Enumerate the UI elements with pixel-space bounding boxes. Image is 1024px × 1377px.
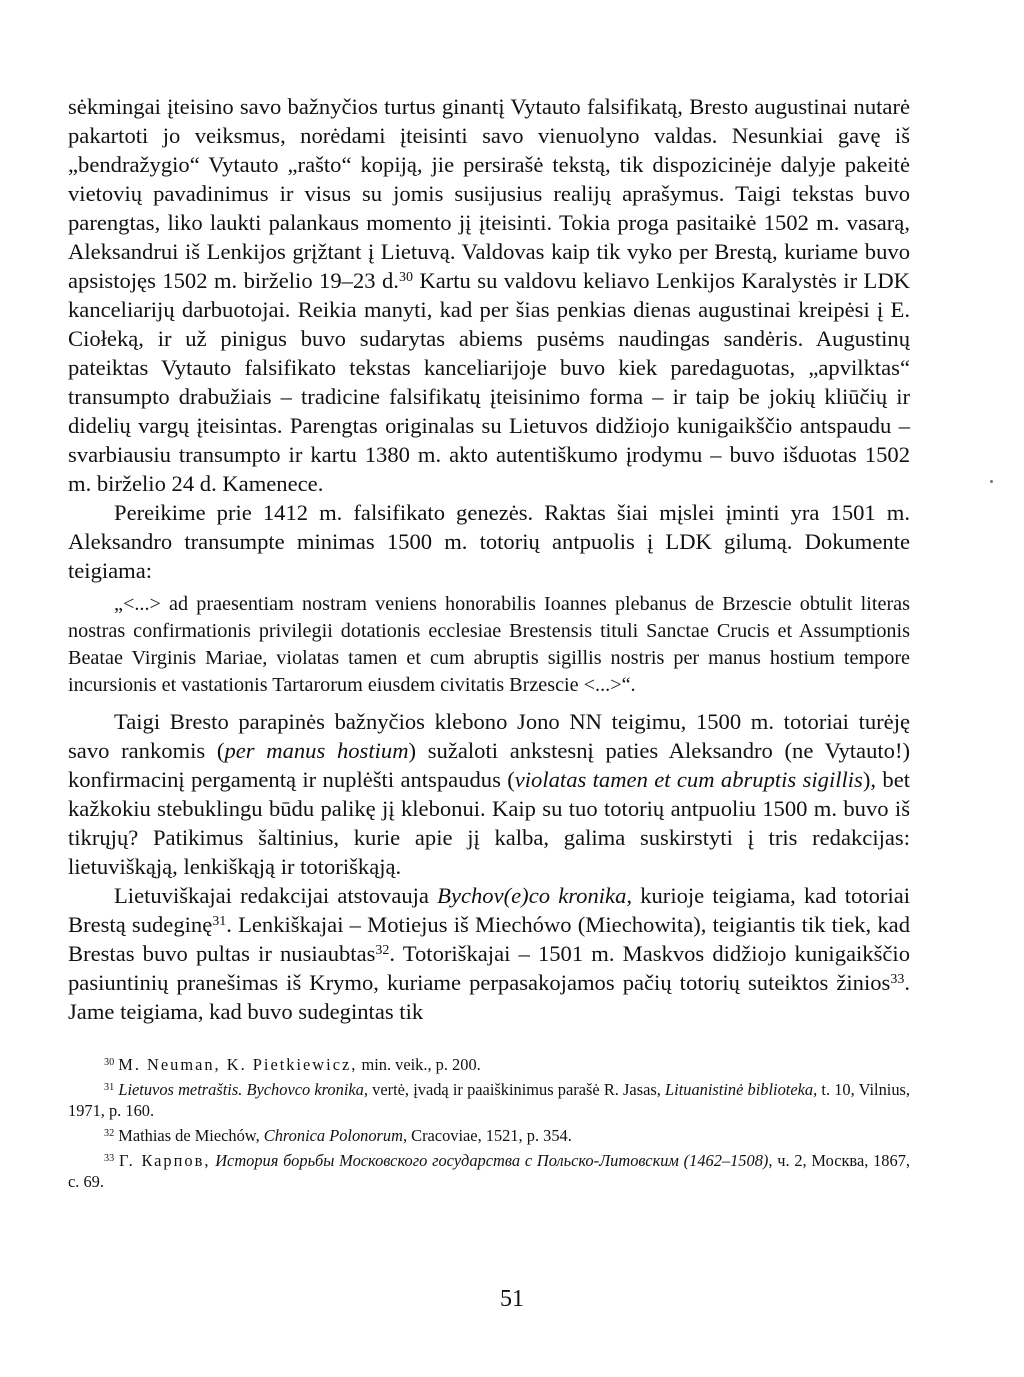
- footnote-number: 32: [104, 1127, 115, 1139]
- text-run: vertė, įvadą ir paaiškinimus parašė R. Jasas,: [367, 1080, 666, 1099]
- footnote-number: 30: [104, 1056, 115, 1068]
- italic-title: Bychov(e)co kronika,: [437, 883, 633, 908]
- footnote-number: 33: [104, 1152, 115, 1164]
- text-run: Lietuviškajai redakcijai atstovauja: [114, 883, 438, 908]
- italic-title: Lietuvos metraštis. Bychovco kronika,: [118, 1080, 368, 1099]
- text-run: . Jame teigiama, kad buvo sudegintas tik: [68, 970, 910, 1024]
- footnote-ref-31[interactable]: 31: [212, 914, 227, 929]
- footnote-31: [68, 1079, 910, 1121]
- paragraph-2: Pereikime prie 1412 m. falsifikato genezės. Raktas šiai mįslei įminti yra 1501 m. Aleksandro transumpte minimas 1500 m. totorių antpuolis į LDK gilumą. Dokumente teigiama:: [68, 500, 910, 583]
- text-run: . Totoriškajai – 1501 m. Maskvos didžiojo kunigaikščio pasiuntinių pranešimas iš Krymo, kuriame perpasakojamos pačių totorių suteiktos žinios: [68, 941, 911, 995]
- footnote-ref-32[interactable]: 32: [375, 943, 390, 958]
- text-run: kurioje teigiama, kad totoriai Brestą sudeginę: [68, 883, 911, 937]
- footnote-number: 31: [104, 1081, 115, 1093]
- text-run: Mathias de Miechów,: [118, 1126, 264, 1145]
- text-run: t. 10, Vilnius, 1971, p. 160.: [68, 1080, 911, 1120]
- paragraph-1: [68, 92, 910, 498]
- footnote-30: [68, 1054, 910, 1075]
- page-number: 51: [500, 1286, 524, 1312]
- latin-quote: „<...> ad praesentiam nostram veniens honorabilis Ioannes plebanus de Brzescie obtulit literas nostras confirmationis privilegii dotationis ecclesiae Brestensis tituli Sanctae Crucis et Assumptionis Beatae Virginis Mariae, violatas tamen et cum abruptis sigillis nostris per manus hostium tempore incursionis et vastationis Tartarorum eiusdem civitatis Brzescie <...>“.: [68, 593, 910, 696]
- scan-speck: [990, 480, 993, 483]
- text-run: Cracoviae, 1521, p. 354.: [407, 1126, 572, 1145]
- footnote-32: [68, 1125, 910, 1146]
- text-run: ), bet kažkokiu stebuklingu būdu palikę jį klebonui. Kaip su tuo totorių antpuoliu 1500 m. buvo iš tikrųjų? Patikimus šaltinius, kurie apie jį kalba, galima suskirstyti į tris redakcijas: lietuviškąją, lenkiškąją ir totoriškąją.: [68, 767, 910, 879]
- footnote-ref-33[interactable]: 33: [890, 972, 905, 987]
- text-run: ч. 2, Москва, 1867, с. 69.: [68, 1151, 910, 1191]
- text-run: . Lenkiškajai – Motiejus iš Miechówo (Miechowita), teigiantis tik tiek, kad Brestas buvo pultas ir nusiaubtas: [68, 912, 910, 966]
- italic-phrase: violatas tamen et cum abruptis sigillis: [514, 767, 863, 792]
- footnote-ref-30[interactable]: 30: [398, 270, 413, 285]
- footnote-author: M. Neuman, K. Pietkiewicz,: [118, 1055, 358, 1074]
- text-run: sėkmingai įteisino savo bažnyčios turtus ginantį Vytauto falsifikatą, Bresto augustinai nutarė pakartoti jo veiksmus, norėdami įteisinti savo vienuolyno valdas. Nesunkiai gavę iš „bendražygio“ Vytauto „rašto“ kopiją, jie persirašė tekstą, tik dispozicinėje dalyje pakeitė vietovių pavadinimus ir visus su jomis susijusius realijų aprašymus. Taigi tekstas buvo parengtas, liko laukti palankaus momento jį įteisinti. Tokia proga pasitaikė 1502 m. vasarą, Aleksandrui iš Lenkijos grįžtant į Lietuvą. Valdovas kaip tik vyko per Brestą, kuriame buvo apsistojęs 1502 m. birželio 19–23 d.: [68, 94, 910, 293]
- footnotes: [68, 1054, 910, 1192]
- text-run: ) sužaloti ankstesnį paties Aleksandro (ne Vytauto!) konfirmacinį pergamentą ir nuplėšti antspaudus (: [68, 738, 910, 792]
- italic-phrase: per manus hostium: [224, 738, 409, 763]
- italic-title: Chronica Polonorum,: [263, 1126, 408, 1145]
- paragraph-4: [68, 881, 910, 1026]
- footnote-33: [68, 1150, 910, 1192]
- page-body: [68, 92, 910, 1196]
- text-run: min. veik., p. 200.: [357, 1055, 481, 1074]
- footnote-author: Г. Карпов,: [118, 1151, 211, 1170]
- text-run: Kartu su valdovu keliavo Lenkijos Karalystės ir LDK kanceliarijų darbuotojai. Reikia manyti, kad per šias penkias dienas augustinai kreipėsi į E. Ciołeką, ir už pinigus buvo sudarytas abiems pusėms naudingas sandėris. Augustinų pateiktas Vytauto falsifikato tekstas kanceliarijoje buvo kiek paredaguotas, „apvilktas“ transumpto drabužiais – tradicine falsifikatų įteisinimo forma – ir taip be jokių kliūčių ir didelių vargų įteisintas. Parengtas originalas su Lietuvos didžiojo kunigaikščio antspaudu – svarbiausiu transumpto ir kartu 1380 m. akto autentiškumo įrodymu – buvo išduotas 1502 m. birželio 24 d. Kamenece.: [68, 268, 910, 496]
- text-run: Taigi Bresto parapinės bažnyčios klebono Jono NN teigimu, 1500 m. totoriai turėję savo rankomis (: [68, 709, 910, 763]
- italic-title: Lituanistinė biblioteka,: [665, 1080, 818, 1099]
- paragraph-3: [68, 707, 910, 881]
- italic-title: История борьбы Московского государства с Польско-Литовским (1462–1508),: [210, 1151, 773, 1170]
